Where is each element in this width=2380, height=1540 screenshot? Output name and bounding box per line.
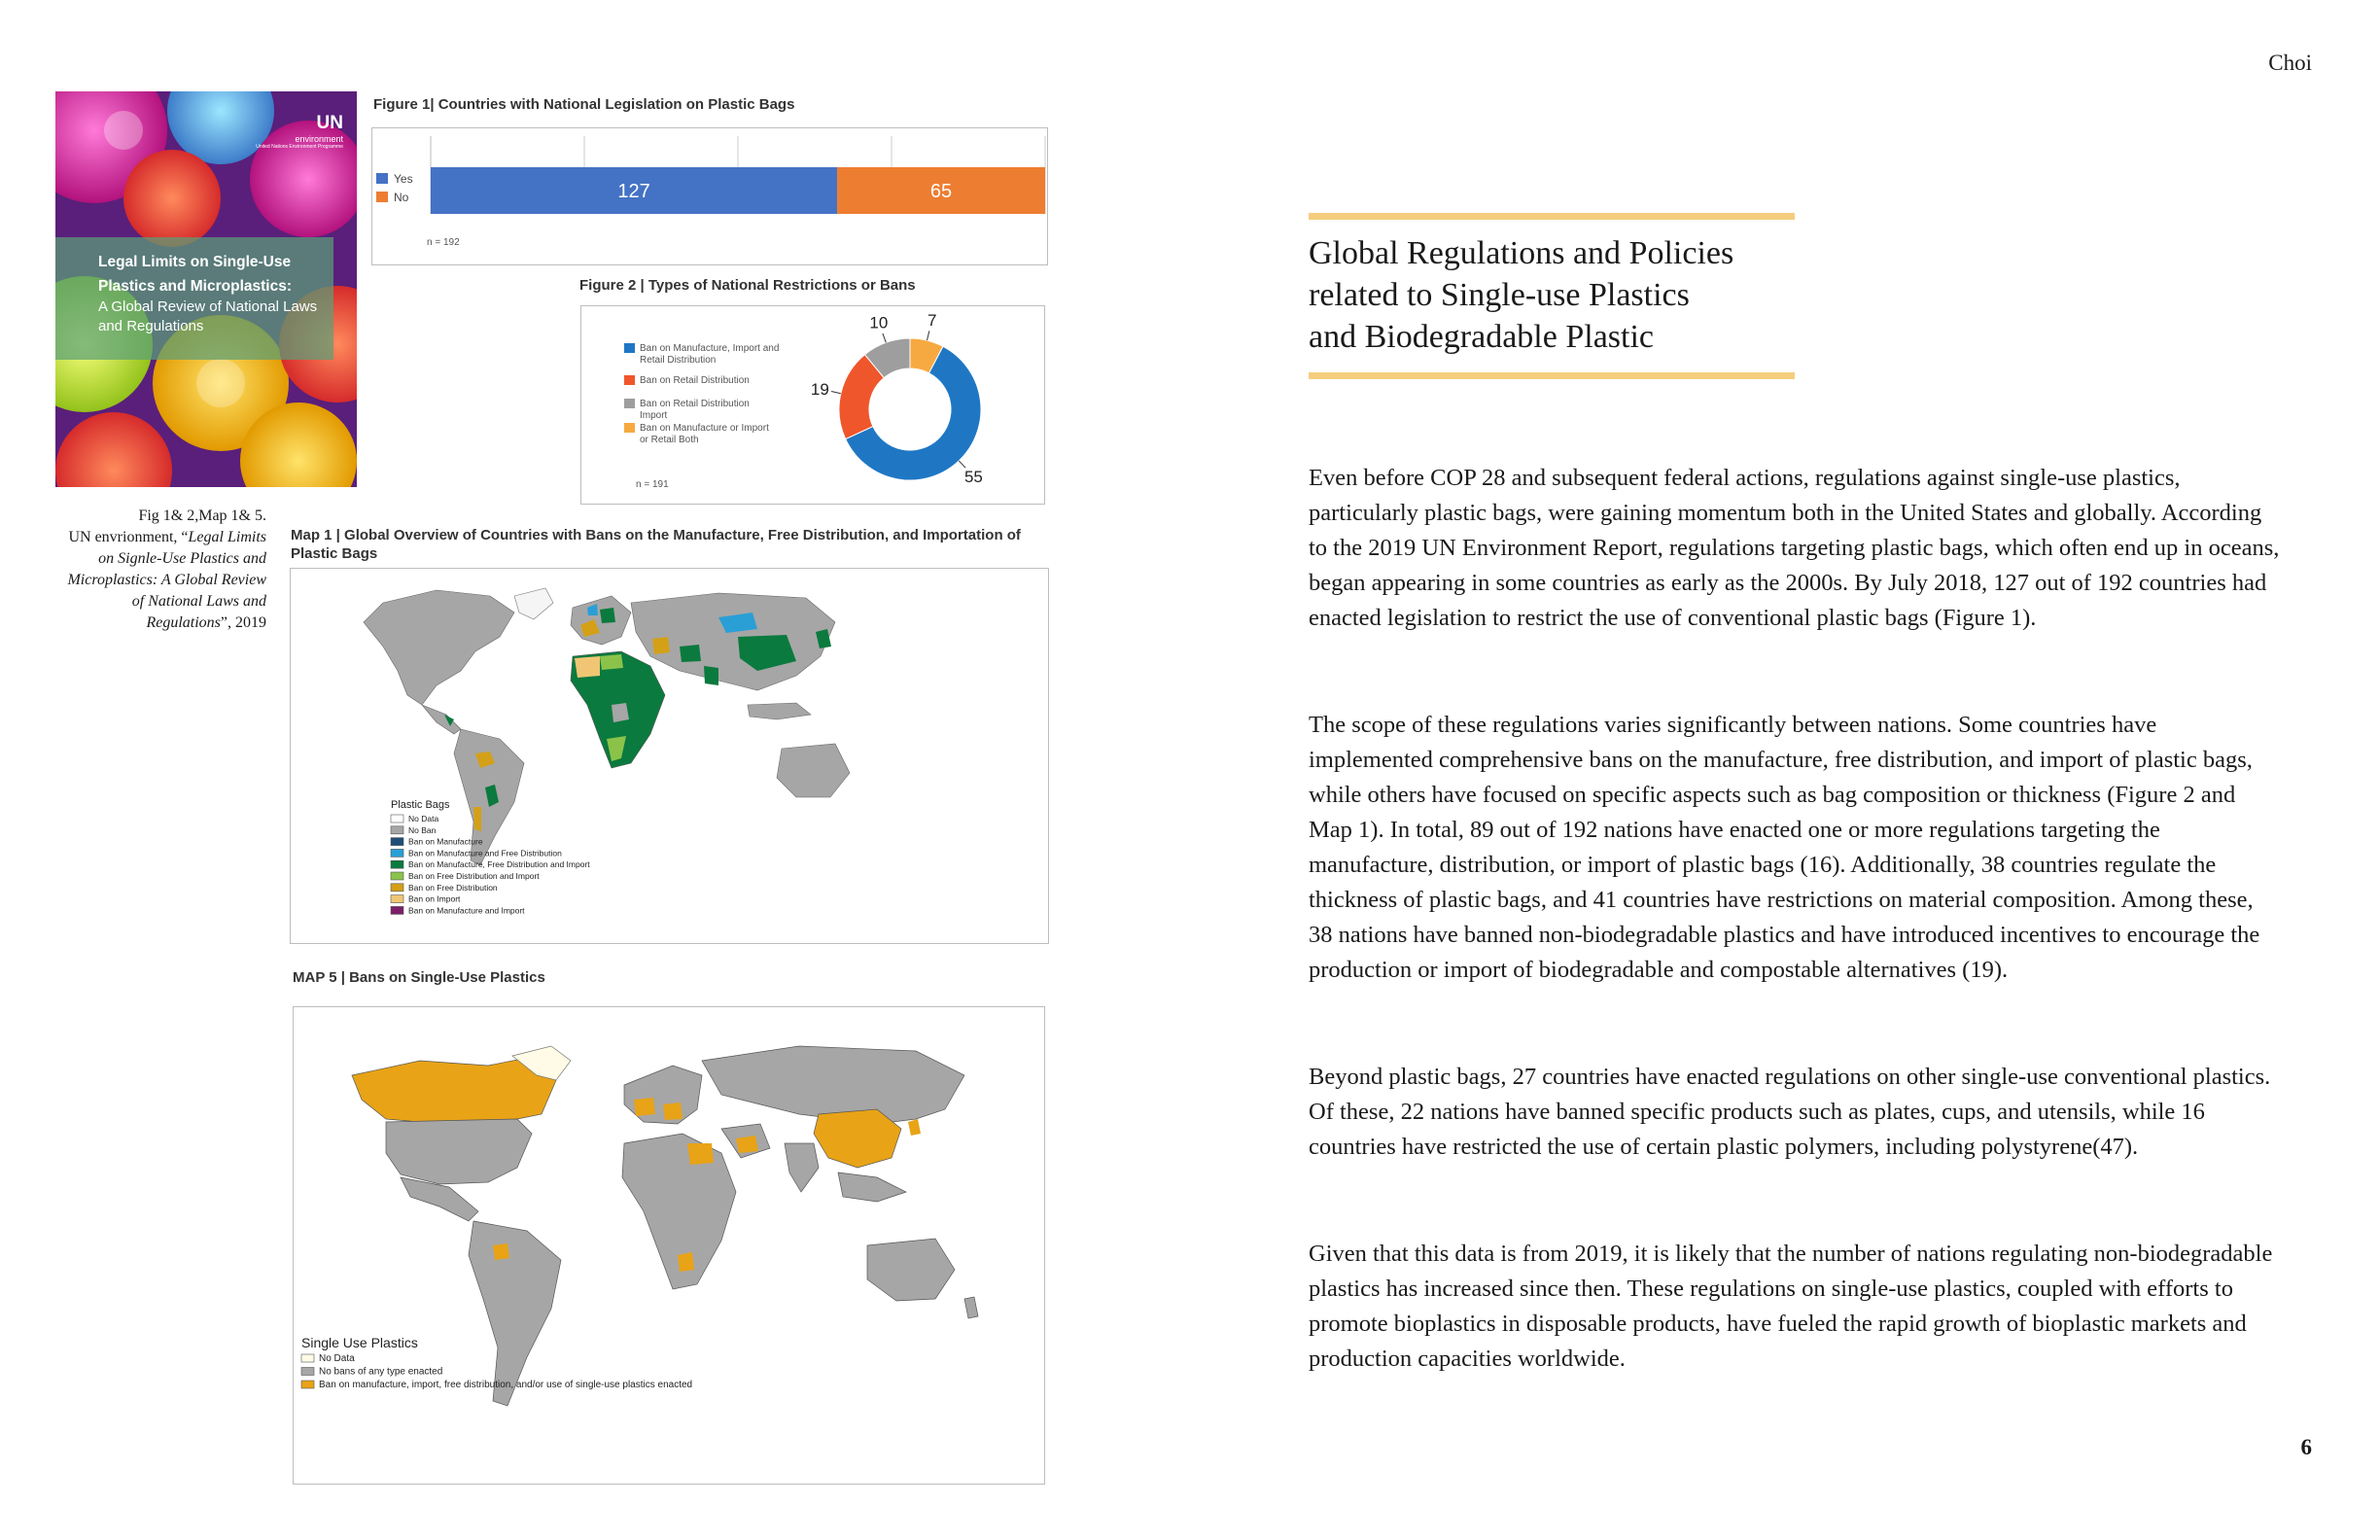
map1-legend-label: Ban on Manufacture [408,836,483,847]
figure1-legend-swatch [376,192,388,202]
cover-subtitle: A Global Review of National Laws and Regulations [98,298,318,334]
map1-figure [290,568,1049,944]
cover-logo-un: UN [316,113,343,133]
figure1-legend-label: No [394,191,409,204]
figure2-legend-label: Ban on Retail Distribution Import [640,399,750,421]
map1-legend-label: Ban on Manufacture, Free Distribution and Import [408,859,590,870]
map1-legend-swatch [391,906,403,914]
figure2-title: Figure 2 | Types of National Restrictions or Bans [579,277,916,294]
figure1-legend [376,172,413,204]
figure1-chart [371,127,1048,265]
map1-svg [291,569,1048,943]
figure2-slice-label: 10 [869,313,889,332]
map5-world-map [352,1046,978,1406]
figure2-leader-line [927,331,928,340]
map1-legend-label: No Data [408,814,439,823]
figure2-leader-line [831,392,841,394]
figure1-bars [431,167,1045,214]
heading-line-1: Global Regulations and Policies [1309,235,1734,271]
map5-legend-label: Ban on manufacture, import, free distribution, and/or use of single-use plastics enacted [319,1380,693,1390]
figure1-bar-label: 127 [617,181,650,202]
map1-legend-title: Plastic Bags [391,799,450,811]
map1-legend-swatch [391,849,403,857]
figure2-chart [580,305,1045,505]
figure2-slice-label: 19 [810,379,829,399]
caption-prefix: UN envrionment, “ [68,529,189,545]
map1-legend-swatch [391,815,403,822]
map5-title: MAP 5 | Bans on Single-Use Plastics [293,969,545,986]
running-header-author: Choi [2268,51,2312,75]
map5-figure [293,1006,1045,1485]
map1-legend-swatch [391,838,403,846]
figure2-svg [581,306,1044,504]
figure1-legend-swatch [376,173,388,184]
caption-suffix: ”, 2019 [220,614,266,631]
paragraph-3: Beyond plastic bags, 27 countries have enacted regulations on other single-use conventional plastics. Of these, 22 nations have banned specific products such as plates, cups, and utensils, while 16 countries have restricted the use of certain plastic polymers, including polystyrene(47). [1309,1064,2271,1160]
figure1-bar-label: 65 [929,181,953,202]
cover-logo-subtext: United Nations Environment Programme [256,144,343,150]
figure1-note: n = 192 [427,237,460,248]
caption-line1: Fig 1& 2,Map 1& 5. [138,508,266,524]
map1-legend-label: No Ban [408,824,437,835]
map5-legend-title: Single Use Plastics [301,1335,418,1350]
figure2-legend-label: Ban on Retail Distribution [640,375,750,386]
map1-legend-swatch [391,826,403,834]
un-environment-logo [256,113,343,150]
paragraph-4: Given that this data is from 2019, it is likely that the number of nations regulating non-biodegradable plastics has increased since then. These regulations on single-use plastics, coupled with efforts to promote bioplastics in disposable products, have fueled the rapid growth of bioplastic markets and production capacities worldwide. [1309,1241,2273,1372]
heading-rule-top [1309,213,1795,220]
figure2-legend [624,343,779,445]
report-cover-image [55,91,357,487]
paragraph-2: The scope of these regulations varies significantly between nations. Some countries have implemented comprehensive bans on the manufacture, free distribution, and import of plastic bags, while others have focused on specific aspects such as bag composition or thickness (Figure 2 and Map 1). In total, 89 out of 192 nations have enacted one or more regulations targeting the manufacture, distribution, or import of plastic bags (16). Additionally, 38 countries regulate the thickness of plastic bags, and 41 countries have restrictions on material composition. Among these, 38 nations have banned non-biodegradable plastics and have introduced incentives to encourage the production or import of biodegradable and compostable alternatives (19). [1309,712,2260,983]
map1-legend-label: Ban on Import [408,893,461,904]
map1-title: Map 1 | Global Overview of Countries with Bans on the Manufacture, Free Distribution, and Importation of Plastic Bags [291,527,1021,562]
map5-legend-label: No Data [319,1353,355,1364]
figure2-legend-label: Ban on Manufacture or Import or Retail Both [640,423,769,445]
caption-source-title: Legal Limits on Signle-Use Plastics and Microplastics: A Global Review of National Laws and Regulations [67,529,266,631]
figure2-legend-label: Ban on Manufacture, Import and Retail Distribution [640,343,780,366]
figure1-legend-label: Yes [394,172,413,186]
map1-legend-label: Ban on Free Distribution and Import [408,871,540,881]
figure2-leader-line [883,333,886,342]
map5-legend-swatch [301,1354,314,1362]
cover-title: Legal Limits on Single-Use Plastics and Microplastics: [98,254,292,295]
map1-legend-label: Ban on Manufacture and Import [408,905,525,916]
figure2-slice-label: 7 [928,310,937,330]
map1-legend-label: Ban on Manufacture and Free Distribution [408,848,562,858]
map5-legend-label: No bans of any type enacted [319,1366,443,1378]
figure2-legend-swatch [624,399,635,408]
page-number: 6 [2300,1435,2312,1459]
map5-legend-swatch [301,1368,314,1376]
paragraph-1: Even before COP 28 and subsequent federal actions, regulations against single-use plastics, particularly plastic bags, were gaining momentum both in the United States and globally. According to the 2019 UN Environment Report, regulations targeting plastic bags, which often end up in oceans, began appearing in some countries as early as the 2000s. By July 2018, 127 out of 192 countries had enacted legislation to restrict the use of conventional plastic bags (Figure 1). [1309,465,2280,631]
figure2-donut [811,311,983,486]
figure2-note: n = 191 [636,479,669,490]
figure2-slice-label: 55 [963,467,983,486]
cover-logo-environment: environment [295,134,343,144]
heading-line-2: related to Single-use Plastics [1309,277,1690,313]
figure-caption [58,506,266,634]
figure2-legend-swatch [624,423,635,433]
map1-legend-swatch [391,860,403,868]
map1-world-map [364,588,850,865]
map1-legend-swatch [391,872,403,880]
map5-legend-swatch [301,1381,314,1388]
figure1-svg [372,128,1047,264]
figure2-legend-swatch [624,375,635,385]
article-heading [1309,232,1853,358]
map1-legend-label: Ban on Free Distribution [408,882,498,892]
heading-rule-bottom [1309,372,1795,379]
figure2-legend-swatch [624,343,635,353]
map1-legend-swatch [391,884,403,892]
heading-line-3: and Biodegradable Plastic [1309,319,1655,355]
map5-svg [294,1007,1044,1484]
figure1-title: Figure 1| Countries with National Legislation on Plastic Bags [373,96,795,113]
map1-legend-swatch [391,895,403,903]
